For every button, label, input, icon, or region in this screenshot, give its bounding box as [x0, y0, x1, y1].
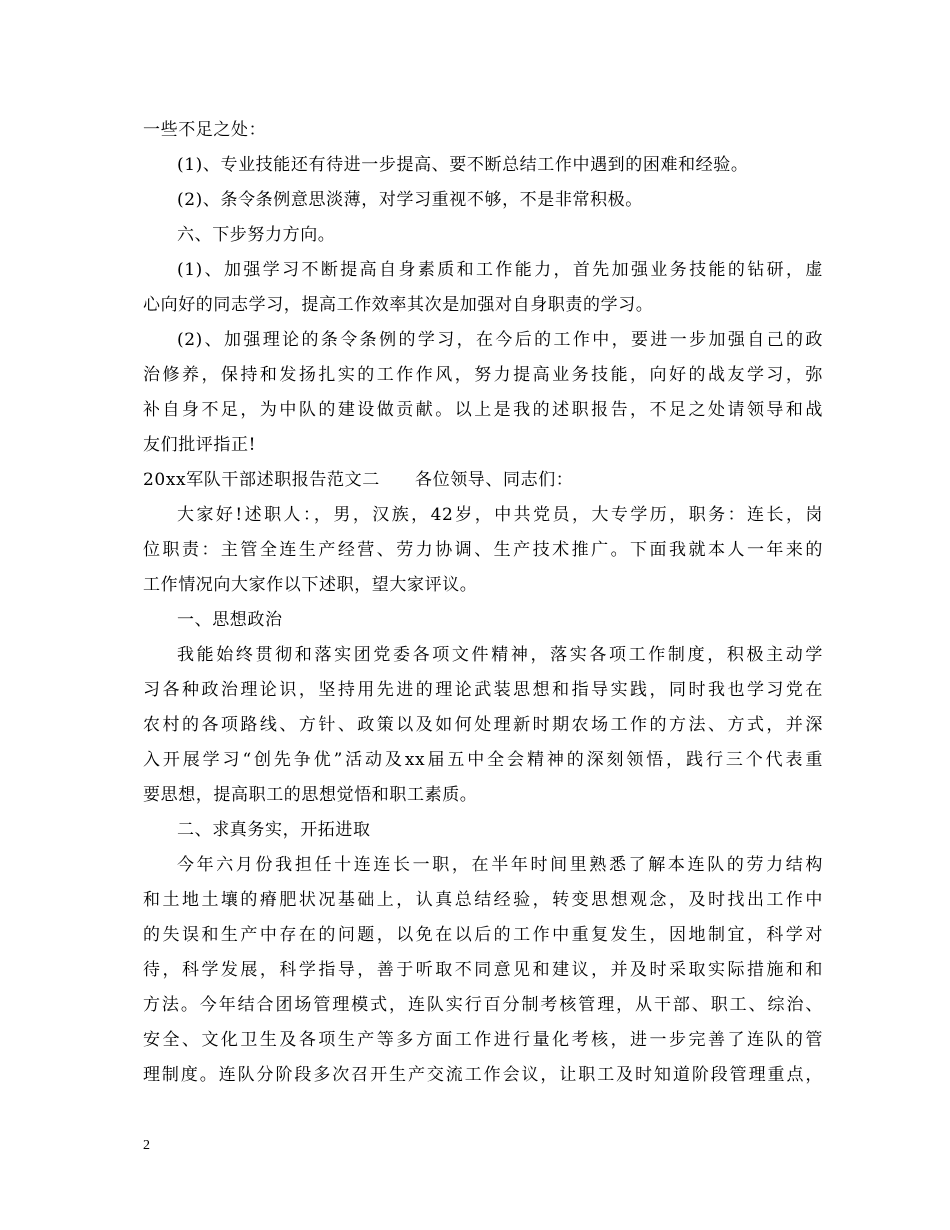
text-line: 一些不足之处： — [143, 120, 267, 140]
text-line: 大家好!述职人：，男，汉族，42岁，中共党员，大专学历，职务：连长，岗 — [177, 505, 823, 525]
text-line: 要思想，提高职工的思想觉悟和职工素质。 — [143, 785, 478, 805]
text-line: 和土地土壤的瘠肥状况基础上，认真总结经验，转变思想观念，及时找出工作中 — [143, 890, 823, 910]
text-line: 习各种政治理论识，坚持用先进的理论武装思想和指导实践，同时我也学习党在 — [143, 680, 823, 700]
text-line: 治修养，保持和发扬扎实的工作作风，努力提高业务技能，向好的战友学习，弥 — [143, 365, 823, 385]
text-line: (1)、专业技能还有待进一步提高、要不断总结工作中遇到的困难和经验。 — [177, 155, 749, 175]
text-line: 二、求真务实，开拓进取 — [177, 820, 371, 840]
text-line: (1)、加强学习不断提高自身素质和工作能力，首先加强业务技能的钻研，虚 — [177, 260, 823, 280]
text-line: 位职责：主管全连生产经营、劳力协调、生产技术推广。下面我就本人一年来的 — [143, 540, 823, 560]
text-line: 六、下步努力方向。 — [177, 225, 336, 245]
text-line: 一、思想政治 — [177, 610, 283, 630]
text-line: 的失误和生产中存在的问题，以免在以后的工作中重复发生，因地制宜，科学对 — [143, 925, 823, 945]
text-line: 农村的各项路线、方针、政策以及如何处理新时期农场工作的方法、方式，并深 — [143, 715, 823, 735]
text-line: 我能始终贯彻和落实团党委各项文件精神，落实各项工作制度，积极主动学 — [177, 645, 823, 665]
text-line: 工作情况向大家作以下述职，望大家评议。 — [143, 575, 478, 595]
text-line: 方法。今年结合团场管理模式，连队实行百分制考核管理，从干部、职工、综治、 — [143, 995, 823, 1015]
text-line: 20xx军队干部述职报告范文二 各位领导、同志们： — [143, 470, 574, 490]
text-line: (2)、条令条例意思淡薄，对学习重视不够，不是非常积极。 — [177, 190, 643, 210]
text-line: 待，科学发展，科学指导，善于听取不同意见和建议，并及时采取实际措施和和 — [143, 960, 823, 980]
text-line: 今年六月份我担任十连连长一职，在半年时间里熟悉了解本连队的劳力结构 — [177, 855, 823, 875]
text-line: 安全、文化卫生及各项生产等多方面工作进行量化考核，进一步完善了连队的管 — [143, 1030, 823, 1050]
page-number: 2 — [143, 1138, 150, 1153]
text-line: 心向好的同志学习，提高工作效率其次是加强对自身职责的学习。 — [143, 295, 654, 315]
text-line: 友们批评指正! — [143, 435, 257, 455]
text-line: 理制度。连队分阶段多次召开生产交流工作会议，让职工及时知道阶段管理重点， — [143, 1065, 823, 1085]
text-line: 补自身不足，为中队的建设做贡献。以上是我的述职报告，不足之处请领导和战 — [143, 400, 823, 420]
text-line: (2)、加强理论的条令条例的学习，在今后的工作中，要进一步加强自己的政 — [177, 330, 823, 350]
text-line: 入开展学习“创先争优”活动及xx届五中全会精神的深刻领悟，践行三个代表重 — [143, 750, 823, 770]
